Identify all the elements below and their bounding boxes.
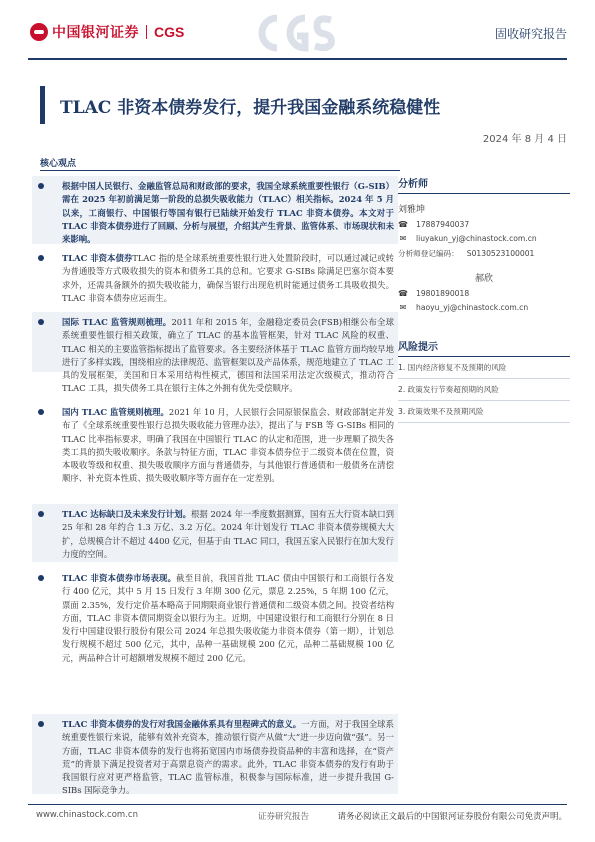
analyst-1-cert: S0130523100001 <box>466 249 535 258</box>
paragraph-definition <box>38 252 394 305</box>
risk-item: 1. 国内经济修复不及预期的风险 <box>398 357 570 379</box>
paragraph-body: 截至目前，我国首批 TLAC 债由中国银行和工商银行各发行 400 亿元，其中 5 月 15 日发行 3 年期 300 亿元，票息 2.25%，5 年期 100 亿元，票面 2.35%，发行定价基本略高于同期限商业银行普通债和二级资本债之间。投资者结构方面，TLAC 非资本债同期资金以银行为主。近期，中国建设银行和工商银行分别在 8 日发行中国建设银行股份有限公司 2024 年总损失吸收能力非资本债券（第一期），计划总发行规模不超过 500 亿元，其中，品种一基础规模 200 亿元，品种二基础规模 100 亿元，两品种合计可超额增发规模不超过 200 亿元。 <box>62 573 394 663</box>
paragraph-text <box>62 316 394 396</box>
cgs-watermark-icon <box>255 8 335 58</box>
paragraph-prefix: TLAC 非资本债券 <box>62 253 133 263</box>
paragraph-domestic-rules <box>38 406 394 486</box>
analyst-heading: 分析师 <box>398 175 570 194</box>
bullet-icon <box>38 409 44 415</box>
risk-item: 3. 政策效果不及预期风险 <box>398 401 570 423</box>
risk-item: 2. 政策发行节奏超预期的风险 <box>398 379 570 401</box>
analyst-2-email[interactable]: haoyu_yj@chinastock.com.cn <box>416 303 529 312</box>
analyst-1-cert-row <box>398 248 570 259</box>
analyst-2-name: 郝欣 <box>474 274 493 284</box>
bullet-icon <box>38 319 44 325</box>
paragraph-prefix: 国际 TLAC 监管规则梳理。 <box>62 317 172 327</box>
footer-website[interactable]: www.chinastock.com.cn <box>36 810 138 820</box>
galaxy-logo-icon <box>30 23 48 41</box>
logo-en-text: CGS <box>154 24 185 40</box>
paragraph-prefix: TLAC 非资本债券市场表现。 <box>62 573 177 583</box>
paragraph-gap-plan <box>38 508 394 561</box>
paragraph-text <box>62 508 394 561</box>
paragraph-text <box>62 252 394 305</box>
paragraph-text <box>62 180 394 246</box>
header-divider <box>28 58 567 60</box>
core-views-divider <box>40 170 400 171</box>
footer-divider <box>28 804 567 805</box>
paragraph-significance <box>38 718 394 798</box>
logo-divider <box>146 25 147 39</box>
paragraph-intro <box>38 180 394 246</box>
paragraph-body: TLAC 指的是全球系统重要性银行进入处置阶段时，可以通过减记或转为普通股等方式吸收损失的资本和债务工具的总和。它要求 G-SIBs 除满足巴塞尔资本要求外，还需具备额外的损失吸收能力，确保当银行出现危机时能通过债务工具吸收损失。TLAC 非资本债券应运而生。 <box>62 253 394 303</box>
bullet-icon <box>38 721 44 727</box>
risk-section <box>398 338 570 423</box>
bullet-icon <box>38 255 44 261</box>
paragraph-body: 2011 年和 2015 年，金融稳定委员会(FSB)相继公布全球系统重要性银行相关政策，确立了 TLAC 的基本监管框架，针对 TLAC 风险的权重、TLAC 相关的主要监管指标提出了监管要求。各主要经济体基于 TLAC 监管方面均较早地进行了多样实践，围绕相应的法律规范、监管框架以及产品体系，规范地建立了 TLAC 工具的发展框架，美国和日本采用结构性模式，德国和法国采用法定次级模式，推动符合 TLAC 工具，损失债务工具在银行主体之外拥有优先受偿顺序。 <box>62 317 394 394</box>
analyst-1-email[interactable]: liuyakun_yj@chinastock.com.cn <box>416 234 537 243</box>
risk-heading: 风险提示 <box>398 338 570 357</box>
brand-logo <box>30 22 184 42</box>
analyst-1-phone: 17887940037 <box>416 220 470 229</box>
paragraph-body: 根据中国人民银行、金融监管总局和财政部的要求，我国全球系统重要性银行（G-SIB）需在 2025 年初前满足第一阶段的总损失吸收能力（TLAC）相关指标。2024 年 5 月以来，工商银行、中国银行等国有银行已陆续开始发行 TLAC 非资本债券。本文对于 TLAC 非资本债券进行了回顾、分析与展望，介绍其产生背景、监管体系、市场现状和未来影响。 <box>62 181 394 245</box>
paragraph-international-rules <box>38 316 394 396</box>
phone-icon: ☎ <box>398 289 408 298</box>
analyst-1-email-row <box>398 234 570 243</box>
paragraph-body: 根据 2024 年一季度数据测算，国有五大行资本缺口到 25 年和 28 年约合 1.3 万亿、3.2 万亿。2024 年计划发行 TLAC 非资本债券规模大大扩，总规模合计不超过 4400 亿元，但基于由 TLAC 同口，我国五家入民银行在加大发行力度的空间。 <box>62 509 395 559</box>
footer-center-label: 证券研究报告 <box>258 812 310 822</box>
core-views-heading: 核心观点 <box>40 159 77 169</box>
phone-icon: ☎ <box>398 220 408 229</box>
email-icon: ✉ <box>399 303 407 312</box>
title-accent-bar <box>40 86 45 124</box>
paragraph-prefix: TLAC 达标缺口及未来发行计划。 <box>62 509 191 519</box>
footer-disclaimer: 请务必阅读正文最后的中国银河证券股份有限公司免责声明。 <box>337 812 567 822</box>
report-date: 2024 年 8 月 4 日 <box>482 134 567 145</box>
email-icon: ✉ <box>399 234 407 243</box>
analyst-1-name: 刘雅坤 <box>398 205 426 215</box>
logo-cn-text: 中国银河证券 <box>52 25 139 41</box>
bullet-icon <box>38 511 44 517</box>
paragraph-prefix: 国内 TLAC 监管规则梳理。 <box>62 407 169 417</box>
analyst-1-cert-label: 分析师登记编码： <box>398 249 459 258</box>
paragraph-text <box>62 718 394 798</box>
paragraph-body: 2021 年 10 月，人民银行会同原银保监会、财政部制定并发布了《全球系统重要性银行总损失吸收能力管理办法》，提出了与 FSB 等 G-SIBs 相同的 TLAC 比率指标要求，明确了我国在中国银行 TLAC 的认定和范围，进一步理顺了损失各类工具的损失吸收顺序。条款与特征方面，TLAC 非资本债券位于二级资本债在位置，资本吸收等级和权重、损失吸收顺序方面与普通债券，与其他银行普通债和一般债务在清偿顺序、补充资本性质、损失吸收顺序等方面存在一定差别。 <box>62 407 394 484</box>
analyst-1-phone-row <box>398 220 570 229</box>
analyst-2-phone: 19801890018 <box>416 289 470 298</box>
sidebar <box>398 175 570 423</box>
bullet-icon <box>38 183 44 189</box>
paragraph-body: 一方面，对于我国全球系统重要性银行来说，能够有效补充资本，推动银行资产从做“大”进一步迈向做“强”。另一方面，TLAC 非资本债券的发行也将拓宽国内市场债券投资品种的丰富和选择，在“资产荒”的背景下满足投资者对于高票息资产的需求。此外，TLAC 非资本债券的发行有助于我国银行应对更严格监管，TLAC 监管标准，积极参与国际标准，进一步提升我国 G-SIBs 国际竞争力。 <box>62 719 394 796</box>
paragraph-text <box>62 572 394 665</box>
paragraph-prefix: TLAC 非资本债券的发行对我国金融体系具有里程碑式的意义。 <box>62 719 302 729</box>
report-type-label: 固收研究报告 <box>494 27 567 41</box>
report-title: TLAC 非资本债券发行，提升我国金融系统稳健性 <box>60 98 441 118</box>
analyst-2-phone-row <box>398 289 570 298</box>
bullet-icon <box>38 575 44 581</box>
paragraph-market-performance <box>38 572 394 665</box>
paragraph-text <box>62 406 394 486</box>
page-header <box>0 0 595 62</box>
analyst-2-email-row <box>398 303 570 312</box>
